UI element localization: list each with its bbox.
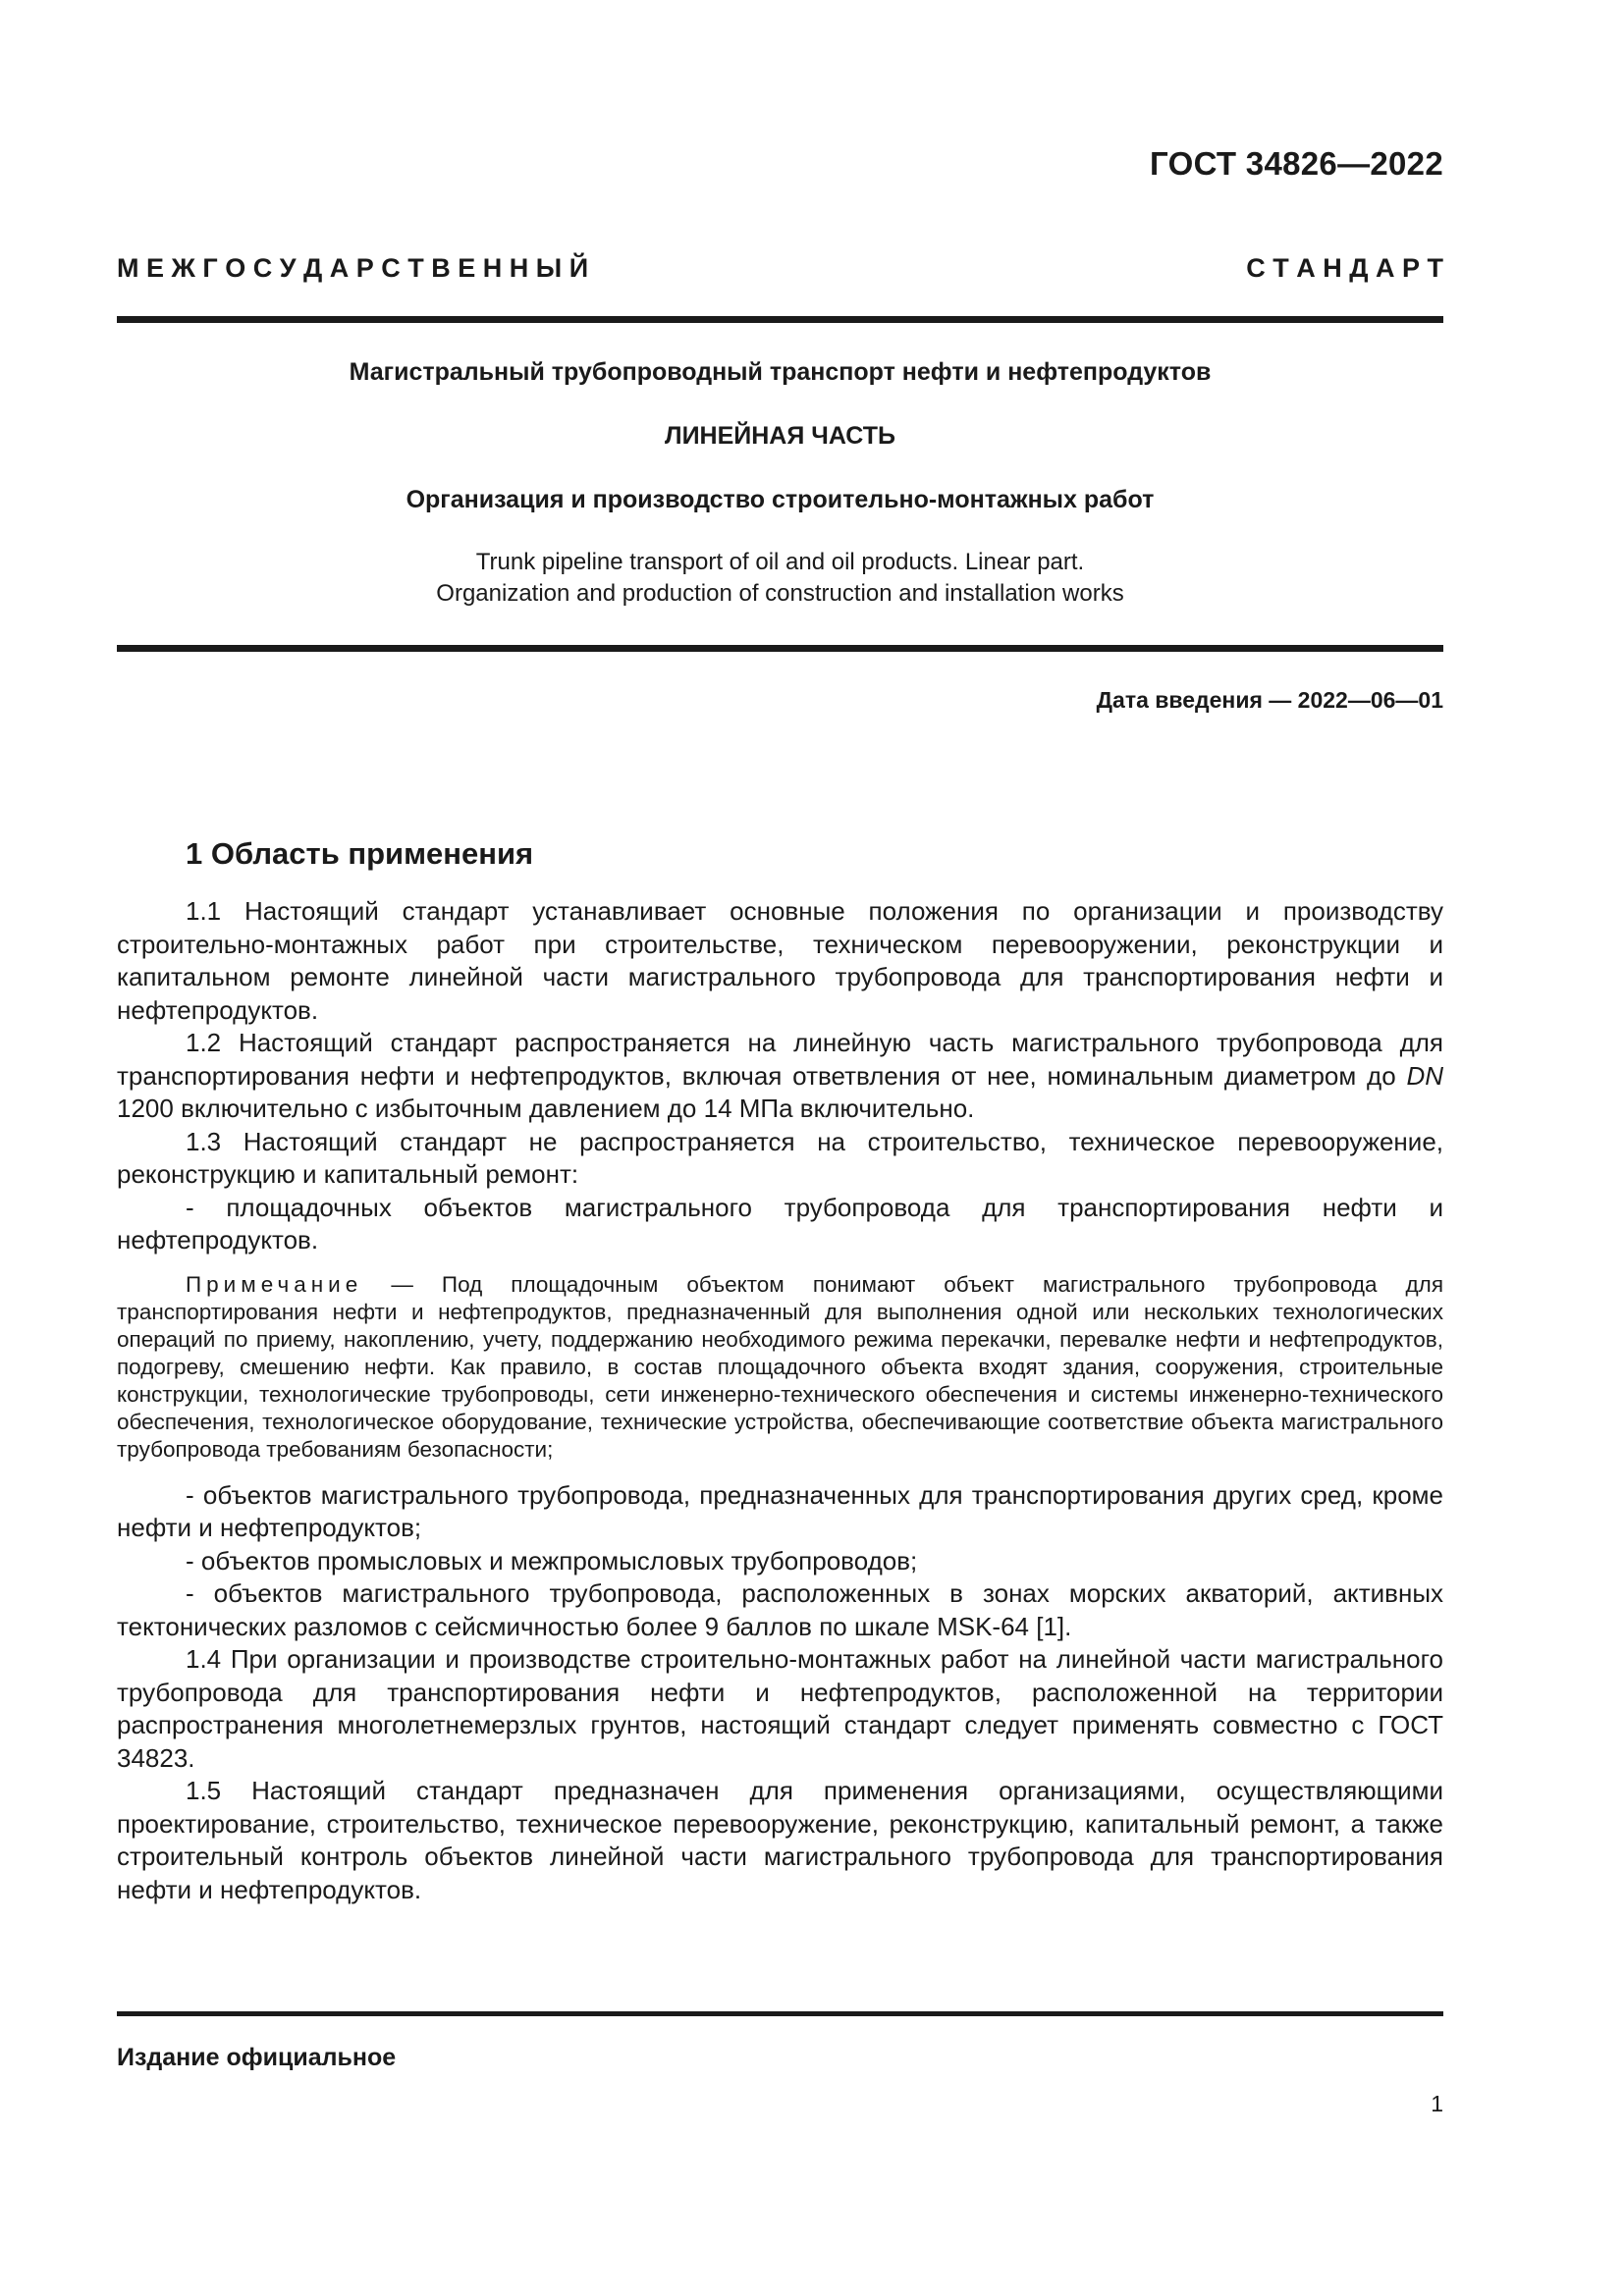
list-item: - площадочных объектов магистрального трубопровода для транспортирования нефти и нефтепродуктов. xyxy=(117,1192,1443,1255)
title-english xyxy=(117,547,1443,610)
paragraph-1-4: 1.4 При организации и производстве строительно-монтажных работ на линейной части магистрального трубопровода для транспортирования нефти и нефтепродуктов, расположенной на территории распространения многолетнемерзлых грунтов, настоящий стандарт следует применять совместно с ГОСТ 34823. xyxy=(117,1644,1443,1773)
title-english-line-2: Organization and production of construction and installation works xyxy=(436,580,1124,607)
top-rule xyxy=(117,316,1443,323)
paragraph-1-2 xyxy=(117,1027,1443,1126)
middle-rule xyxy=(117,645,1443,652)
list-item: - объектов промысловых и межпромысловых трубопроводов; xyxy=(186,1545,918,1575)
note-label: Примечание xyxy=(186,1271,363,1297)
paragraph-1-1: 1.1 Настоящий стандарт устанавливает основные положения по организации и производству строительно-монтажных работ при строительстве, техническом перевооружении, реконструкции и капитальном ремонте линейной части магистрального трубопровода для транспортирования нефти и нефтепродуктов. xyxy=(117,896,1443,1025)
title-english-line-1: Trunk pipeline transport of oil and oil products. Linear part. xyxy=(475,549,1085,575)
paragraph-1-2-end: 1200 включительно с избыточным давлением до 14 МПа включительно. xyxy=(117,1094,975,1123)
list-item: - объектов магистрального трубопровода, предназначенных для транспортирования других сред, кроме нефти и нефтепродуктов; xyxy=(117,1479,1443,1542)
section-body xyxy=(117,895,1443,1906)
title-sub: Организация и производство строительно-монтажных работ xyxy=(406,486,1155,513)
paragraph-1-5: 1.5 Настоящий стандарт предназначен для применения организациями, осуществляющими проектирование, строительство, техническое перевооружение, реконструкцию, капитальный ремонт, а также строительный контроль объектов линейной части магистрального трубопровода для транспортирования нефти и нефтепродуктов. xyxy=(117,1776,1443,1904)
paragraph-1-3: 1.3 Настоящий стандарт не распространяется на строительство, техническое перевооружение, реконструкцию и капитальный ремонт: xyxy=(117,1126,1443,1189)
note xyxy=(117,1271,1443,1464)
title-part: ЛИНЕЙНАЯ ЧАСТЬ xyxy=(665,422,895,450)
gost-number: ГОСТ 34826—2022 xyxy=(1150,145,1443,182)
page-number: 1 xyxy=(1431,2091,1443,2116)
list-item: - объектов магистрального трубопровода, расположенных в зонах морских акваторий, активных тектонических разломов с сейсмичностью более 9 баллов по шкале MSK-64 [1]. xyxy=(117,1578,1443,1641)
section-heading: 1 Область применения xyxy=(186,836,534,871)
bottom-rule xyxy=(117,2011,1443,2016)
title-main: Магистральный трубопроводный транспорт нефти и нефтепродуктов xyxy=(349,358,1212,386)
paragraph-1-2-start: 1.2 Настоящий стандарт распространяется на линейную часть магистрального трубопровода для транспортирования нефти и нефтепродуктов, включая ответвления от нее, номинальным диаметром до xyxy=(117,1028,1443,1091)
introduction-date: Дата введения — 2022—06—01 xyxy=(1096,687,1443,713)
banner-interstate: М Е Ж Г О С У Д А Р С Т В Е Н Н Ы Й xyxy=(117,253,589,283)
note-text: — Под площадочным объектом понимают объект магистрального трубопровода для транспортирования нефти и нефтепродуктов, предназначенный для выполнения одной или нескольких технологических операций по приему, накоплению, учету, поддержанию необходимого режима перекачки, перевалке нефти и нефтепродуктов, подогреву, смешению нефти. Как правило, в состав площадочного объекта входят здания, сооружения, строительные конструкции, технологические трубопроводы, сети инженерно-технического обеспечения и системы инженерно-технического обеспечения, технологическое оборудование, технические устройства, обеспечивающие соответствие объекта магистрального трубопровода требованиям безопасности; xyxy=(117,1271,1443,1462)
standard-banner xyxy=(117,253,1443,284)
banner-standard: С Т А Н Д А Р Т xyxy=(1246,253,1443,283)
official-edition-label: Издание официальное xyxy=(117,2044,397,2071)
dn-symbol: DN xyxy=(1406,1060,1443,1091)
